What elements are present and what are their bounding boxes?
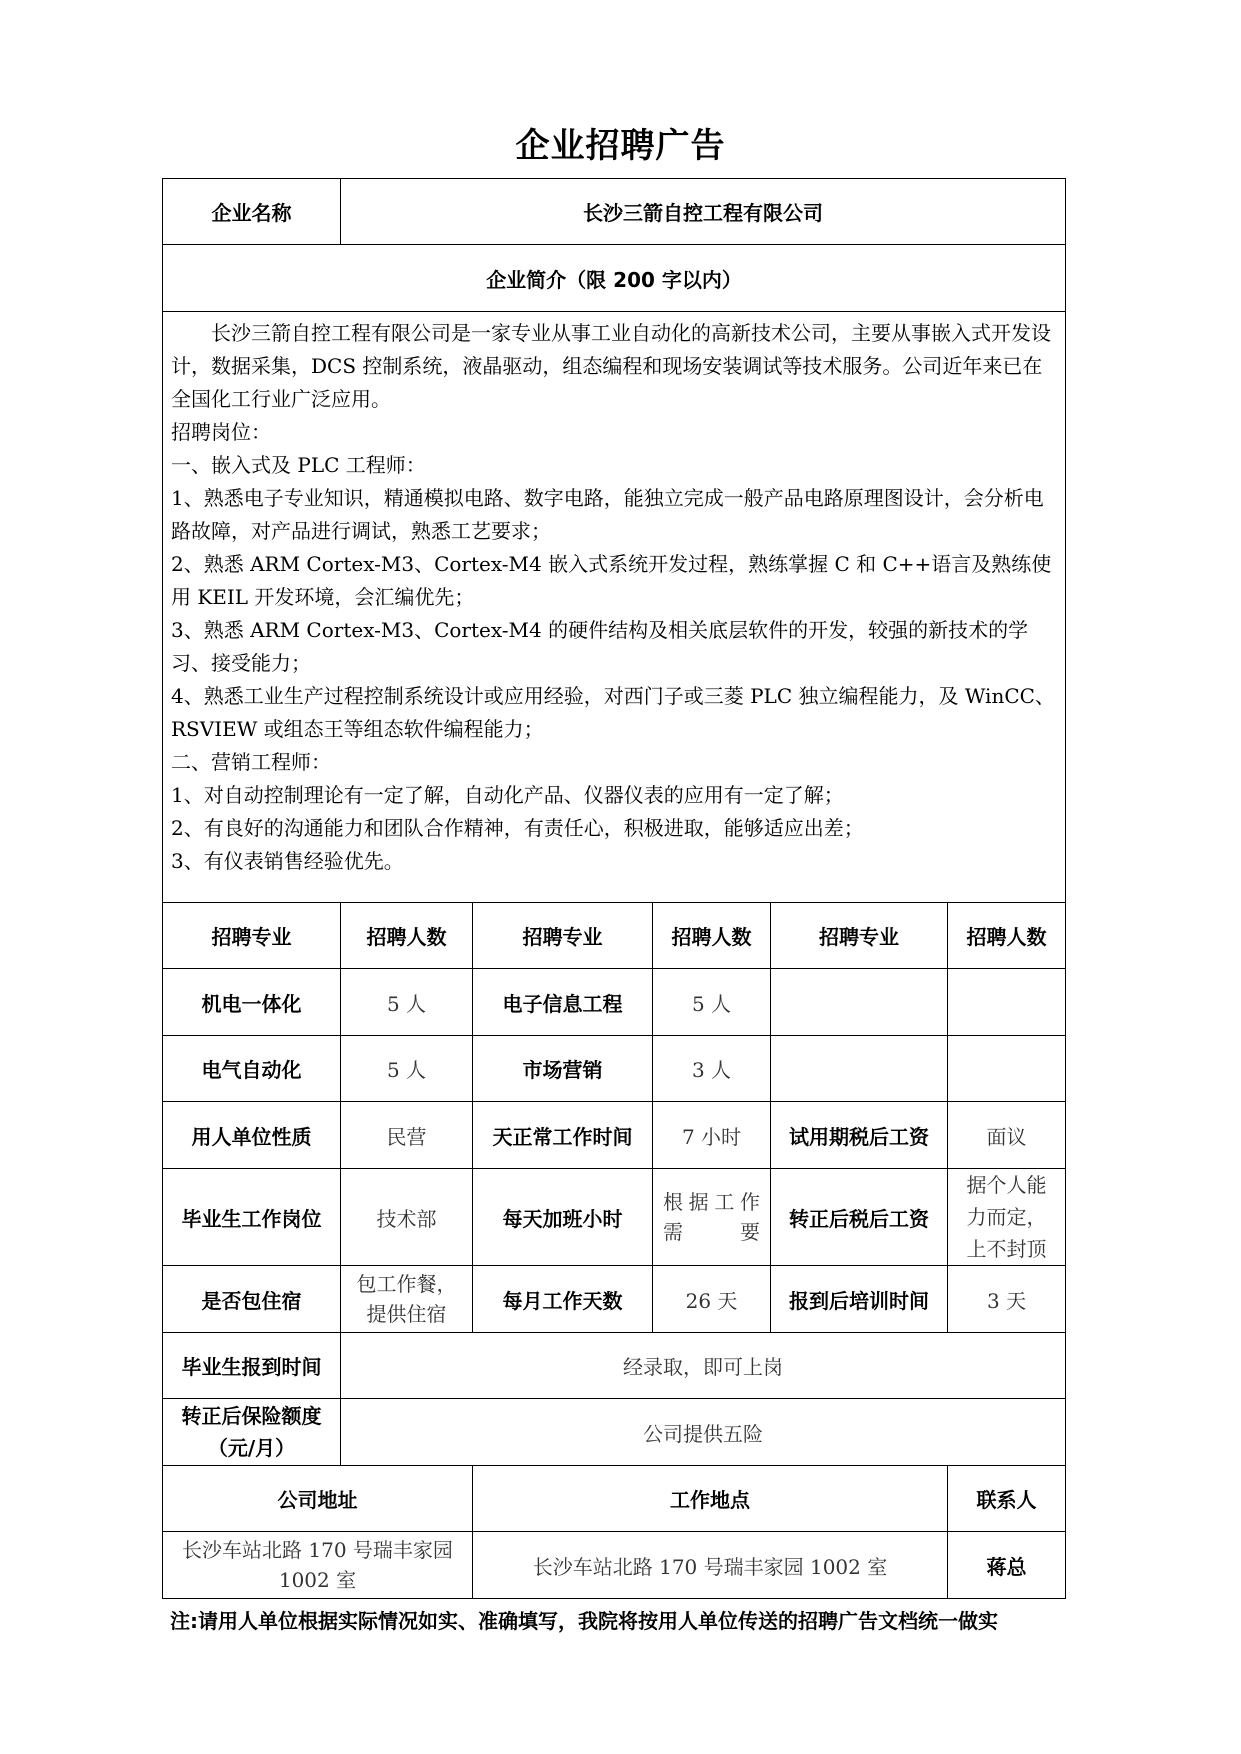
count-cell [948,969,1066,1036]
accommodation-value: 包工作餐，提供住宿 [341,1266,473,1333]
count-cell: 3 人 [653,1036,771,1102]
count-header: 招聘人数 [653,903,771,969]
recruit-header-row [163,903,1066,969]
count-cell: 5 人 [341,969,473,1036]
major-cell [771,969,948,1036]
graduate-position-value: 技术部 [341,1169,473,1266]
regular-salary-value: 据个人能力而定，上不封顶 [948,1169,1066,1266]
intro-line: 3、有仪表销售经验优先。 [171,849,404,873]
major-cell: 市场营销 [473,1036,653,1102]
footer-note: 注:请用人单位根据实际情况如实、准确填写，我院将按用人单位传送的招聘广告文档统一做实 [170,1609,998,1633]
overtime-value-text: 根据工作需要 [663,1190,760,1244]
intro-body [163,312,1066,903]
count-cell [948,1036,1066,1102]
regular-salary-label: 转正后税后工资 [771,1169,948,1266]
report-time-label: 毕业生报到时间 [163,1333,341,1399]
overtime-label: 每天加班小时 [473,1169,653,1266]
overtime-value [653,1169,771,1266]
intro-row [163,312,1066,903]
address-header: 公司地址 [163,1466,473,1532]
recruitment-form [162,178,1065,1599]
employer-type-label: 用人单位性质 [163,1102,341,1169]
training-time-label: 报到后培训时间 [771,1266,948,1333]
contact-header-row [163,1466,1066,1532]
accommodation-label: 是否包住宿 [163,1266,341,1333]
company-label: 企业名称 [163,179,341,245]
intro-line: 1、对自动控制理论有一定了解，自动化产品、仪器仪表的应用有一定了解； [171,783,844,807]
major-header: 招聘专业 [771,903,948,969]
work-place-header: 工作地点 [473,1466,948,1532]
recruit-row [163,969,1066,1036]
intro-heading-row [163,245,1066,312]
major-header: 招聘专业 [473,903,653,969]
count-cell: 5 人 [341,1036,473,1102]
major-header: 招聘专业 [163,903,341,969]
work-days-value: 26 天 [653,1266,771,1333]
intro-paragraph: 长沙三箭自控工程有限公司是一家专业从事工业自动化的高新技术公司，主要从事嵌入式开发设计，数据采集，DCS 控制系统，液晶驱动，组态编程和现场安装调试等技术服务。公司近年来已在全国化工行业广泛应用。 [171,321,1051,411]
detail-row [163,1169,1066,1266]
graduate-position-label: 毕业生工作岗位 [163,1169,341,1266]
major-cell: 机电一体化 [163,969,341,1036]
intro-line: 3、熟悉 ARM Cortex-M3、Cortex-M4 的硬件结构及相关底层软件的开发，较强的新技术的学习、接受能力； [171,618,1029,675]
company-name: 长沙三箭自控工程有限公司 [341,179,1066,245]
intro-line: 1、熟悉电子专业知识，精通模拟电路、数字电路，能独立完成一般产品电路原理图设计，会分析电路故障，对产品进行调试，熟悉工艺要求； [171,486,1044,543]
company-address: 长沙车站北路 170 号瑞丰家园 1002 室 [163,1532,473,1599]
probation-salary-value: 面议 [948,1102,1066,1169]
work-hours-label: 天正常工作时间 [473,1102,653,1169]
contact-person: 蒋总 [948,1532,1066,1599]
intro-line: 2、有良好的沟通能力和团队合作精神，有责任心，积极进取，能够适应出差； [171,816,864,840]
intro-line: 招聘岗位： [171,420,271,444]
insurance-value: 公司提供五险 [341,1399,1066,1466]
work-place: 长沙车站北路 170 号瑞丰家园 1002 室 [473,1532,948,1599]
training-time-value: 3 天 [948,1266,1066,1333]
count-header: 招聘人数 [341,903,473,969]
count-header: 招聘人数 [948,903,1066,969]
employer-type-value: 民营 [341,1102,473,1169]
intro-line: 2、熟悉 ARM Cortex-M3、Cortex-M4 嵌入式系统开发过程，熟练掌握 C 和 C++语言及熟练使用 KEIL 开发环境，会汇编优先； [171,552,1052,609]
page-title: 企业招聘广告 [515,126,726,166]
contact-row [163,1532,1066,1599]
probation-salary-label: 试用期税后工资 [771,1102,948,1169]
detail-row [163,1102,1066,1169]
contact-person-header: 联系人 [948,1466,1066,1532]
insurance-label: 转正后保险额度（元/月） [163,1399,341,1466]
count-cell: 5 人 [653,969,771,1036]
report-time-value: 经录取，即可上岗 [341,1333,1066,1399]
recruitment-table [162,178,1066,1599]
insurance-row [163,1399,1066,1466]
recruit-row [163,1036,1066,1102]
major-cell: 电子信息工程 [473,969,653,1036]
intro-heading: 企业简介（限 200 字以内） [163,245,1066,312]
company-row [163,179,1066,245]
intro-line: 二、营销工程师： [171,750,331,774]
intro-line: 4、熟悉工业生产过程控制系统设计或应用经验，对西门子或三菱 PLC 独立编程能力，及 WinCC、RSVIEW 或组态王等组态软件编程能力； [171,684,1055,741]
work-days-label: 每月工作天数 [473,1266,653,1333]
work-hours-value: 7 小时 [653,1102,771,1169]
detail-row [163,1266,1066,1333]
major-cell: 电气自动化 [163,1036,341,1102]
report-row [163,1333,1066,1399]
major-cell [771,1036,948,1102]
intro-line: 一、嵌入式及 PLC 工程师： [171,453,426,477]
